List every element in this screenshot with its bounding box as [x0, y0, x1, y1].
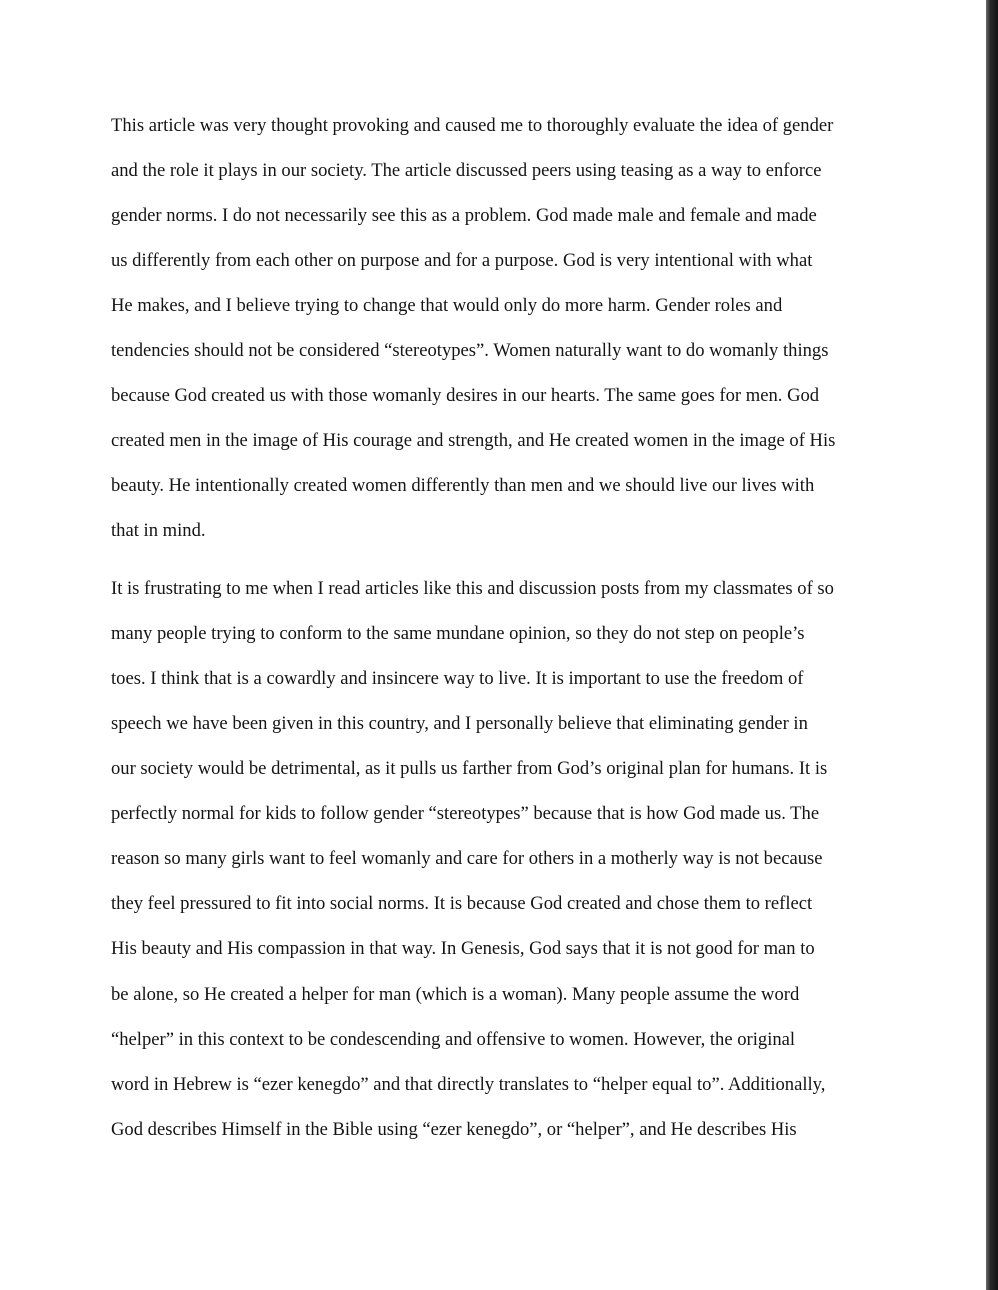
paragraph-1-line-5: He makes, and I believe trying to change that would only do more harm. Gender roles and — [111, 295, 783, 316]
page-edge-shadow — [986, 0, 998, 1290]
paragraph-2-line-10: be alone, so He created a helper for man (which is a woman). Many people assume the word — [111, 984, 800, 1005]
paragraph-2-line-5: our society would be detrimental, as it pulls us farther from God’s original plan for humans. It is — [111, 758, 828, 779]
paragraph-2-line-2: many people trying to conform to the same mundane opinion, so they do not step on people’s — [111, 623, 805, 644]
paragraph-1-line-6: tendencies should not be considered “stereotypes”. Women naturally want to do womanly things — [111, 340, 829, 361]
paragraph-2-line-1: It is frustrating to me when I read articles like this and discussion posts from my classmates of so — [111, 578, 834, 599]
paragraph-2-line-8: they feel pressured to fit into social norms. It is because God created and chose them to reflect — [111, 893, 813, 914]
paragraph-1-line-9: beauty. He intentionally created women differently than men and we should live our lives with — [111, 475, 815, 496]
paragraph-2-line-6: perfectly normal for kids to follow gender “stereotypes” because that is how God made us. The — [111, 803, 820, 824]
paragraph-1-line-3: gender norms. I do not necessarily see this as a problem. God made male and female and made — [111, 205, 817, 226]
paragraph-1-line-10: that in mind. — [111, 520, 206, 541]
paragraph-1-line-7: because God created us with those womanly desires in our hearts. The same goes for men. God — [111, 385, 820, 406]
paragraph-1-line-1: This article was very thought provoking and caused me to thoroughly evaluate the idea of gender — [111, 115, 834, 136]
paragraph-2-line-3: toes. I think that is a cowardly and insincere way to live. It is important to use the freedom of — [111, 668, 804, 689]
paragraph-1-line-4: us differently from each other on purpose and for a purpose. God is very intentional with what — [111, 250, 813, 271]
paragraph-2-line-9: His beauty and His compassion in that way. In Genesis, God says that it is not good for man to — [111, 938, 815, 959]
paragraph-2-line-7: reason so many girls want to feel womanly and care for others in a motherly way is not because — [111, 848, 823, 869]
paragraph-2-line-12: word in Hebrew is “ezer kenegdo” and that directly translates to “helper equal to”. Additionally, — [111, 1074, 826, 1095]
paragraph-2-line-11: “helper” in this context to be condescending and offensive to women. However, the original — [111, 1029, 796, 1050]
paragraph-2-line-4: speech we have been given in this country, and I personally believe that eliminating gender in — [111, 713, 808, 734]
paragraph-2-line-13: God describes Himself in the Bible using “ezer kenegdo”, or “helper”, and He describes His — [111, 1119, 797, 1140]
paragraph-1-line-8: created men in the image of His courage and strength, and He created women in the image of His — [111, 430, 836, 451]
paragraph-1-line-2: and the role it plays in our society. The article discussed peers using teasing as a way to enforce — [111, 160, 822, 181]
